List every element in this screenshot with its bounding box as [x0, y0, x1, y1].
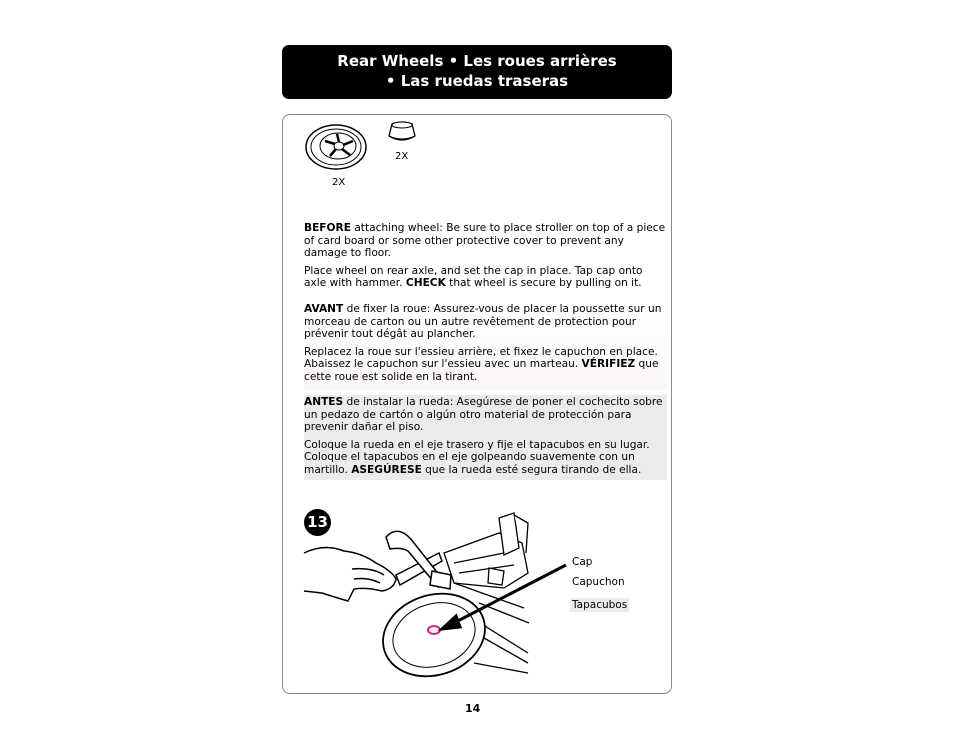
page-number: 14 [465, 702, 481, 715]
french-step-end: que cette roue est solide en la tirant. [304, 358, 659, 383]
english-before-paragraph [304, 222, 667, 260]
header-line-2: • Las ruedas traseras [385, 72, 569, 90]
header-line-1: Rear Wheels • Les roues arrières [337, 52, 617, 70]
callout-cap-es: Tapacubos [572, 599, 628, 611]
spanish-antes-paragraph [304, 396, 667, 434]
french-step-paragraph [304, 346, 667, 384]
english-check-keyword: CHECK [405, 277, 446, 290]
wheel-quantity: 2X [332, 177, 346, 188]
callout-cap-fr: Capuchon [572, 576, 625, 588]
english-before-keyword: BEFORE [304, 222, 351, 234]
callout-cap-en: Cap [572, 556, 593, 568]
wheel-part-icon [305, 124, 367, 170]
french-verifiez-keyword: VÉRIFIEZ [581, 358, 636, 371]
french-instructions [304, 303, 667, 389]
spanish-asegurese-keyword: ASEGÚRESE [351, 463, 422, 476]
french-avant-text: de fixer la roue: Assurez-vous de placer la poussette sur un morceau de carton ou un autre revêtement de protection pour prévenir tout dégât au plancher. [304, 303, 662, 341]
english-step-text: Place wheel on rear axle, and set the cap in place. Tap cap onto axle with hammer. [304, 264, 643, 290]
cap-quantity: 2X [395, 151, 409, 162]
spanish-instructions [304, 395, 667, 480]
english-before-text: attaching wheel: Be sure to place stroller on top of a piece of card board or some other protective cover to prevent any damage to floor. [304, 222, 666, 260]
french-avant-keyword: AVANT [304, 303, 344, 315]
section-header [282, 45, 672, 99]
step-number-badge: 13 [304, 509, 331, 536]
english-step-end: that wheel is secure by pulling on it. [445, 277, 642, 290]
french-avant-paragraph [304, 303, 667, 341]
spanish-step-end: que la rueda esté segura tirando de ella. [421, 463, 642, 476]
spanish-antes-text: de instalar la rueda: Asegúrese de poner el cochecito sobre un pedazo de cartón o algún otro material de protección para prevenir dañar el piso. [304, 396, 663, 434]
wheel-installation-illustration [304, 513, 532, 685]
french-step-text: Replacez la roue sur l'essieu arrière, et fixez le capuchon en place. Abaissez le capuchon sur l'essieu avec un marteau. [304, 345, 658, 371]
english-instructions [304, 222, 667, 295]
spanish-step-text: Coloque la rueda en el eje trasero y fije el tapacubos en su lugar. Coloque el tapacubos en el eje golpeando suavemente con un martillo. [304, 438, 650, 476]
cap-part-icon [387, 120, 417, 146]
spanish-antes-keyword: ANTES [304, 396, 344, 408]
spanish-step-paragraph [304, 439, 667, 477]
english-step-paragraph [304, 265, 667, 290]
